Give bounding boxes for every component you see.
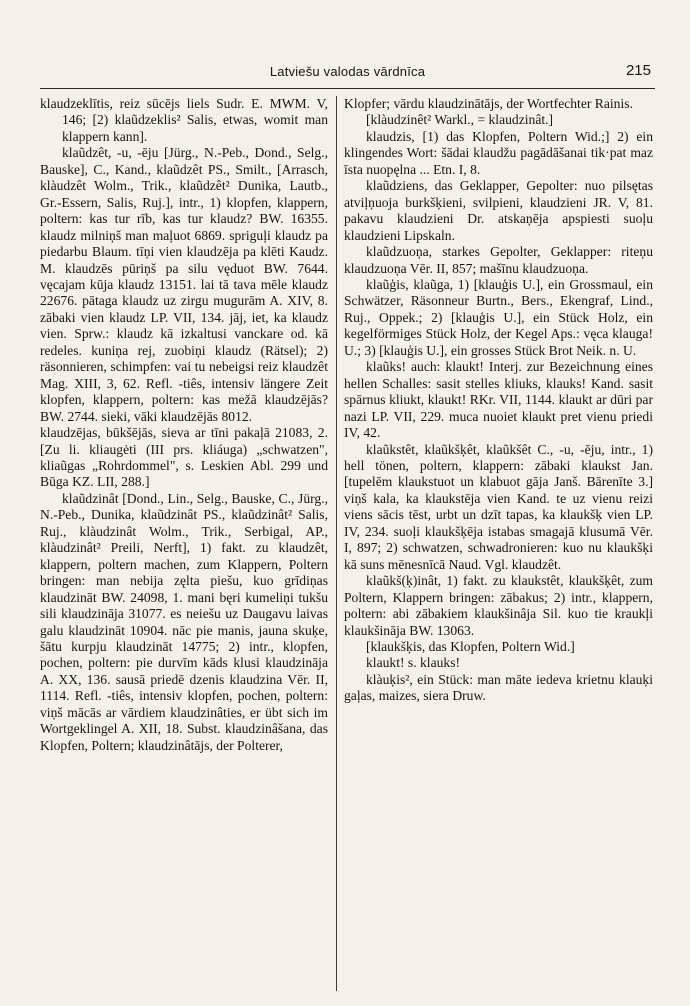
column-divider: [336, 96, 337, 991]
entry-paragraph: klaudzeklītis, reiz sūcējs liels Sudr. E. MWM. V, 146; [2) klaũdzeklis² Salis, etwas, womit man klappern kann].: [40, 96, 328, 144]
entry-paragraph: klaudzējas, būkšējās, sieva ar tīni pakaļā 21083, 2. [Zu li. kliaugėti (III prs. kliáuga) „schwatzen", kliaũgas „Rohrdommel", s. Leskien Abl. 299 und Būga KZ. LII, 288.]: [40, 425, 328, 490]
entry-paragraph: klaukt! s. klauks!: [366, 655, 461, 671]
entry-paragraph: klaũģis, klaũga, 1) [klauģis U.], ein Grossmaul, ein Schwätzer, Räsonneur Burtn., Bers., Ekengraf, Lind., Ruj., Oppek.; 2) [klauģis U.], ein Stück Holz, ein kegelförmiges Stück Holz, der Kegel Aps.: vęca klauga! U.; 3) [klauģis U.], ein grosses Stück Brot Neik. n. U.: [344, 276, 653, 358]
entry-paragraph: Klopfer; vārdu klaudzinātājs, der Wortfechter Rainis.: [344, 96, 633, 111]
left-column: [40, 96, 328, 996]
running-title: Latviešu valodas vārdnīca: [269, 64, 426, 79]
entry-paragraph: klaudzis, [1) das Klopfen, Poltern Wid.;] 2) ein klingendes Wort: šādai klaudžu pagādāšanai tik·pat maz īsta nuopęlna ... Etn. I, 8.: [344, 128, 653, 177]
page-number: 215: [625, 62, 651, 79]
page-header: [40, 58, 655, 89]
entry-paragraph: klaũdzuoņa, starkes Gepolter, Geklapper: riteņu klaudzuoņa Vēr. II, 857; mašīnu klaudzuoņa.: [344, 244, 653, 276]
entry-paragraph: klaũkš(ķ)inât, 1) fakt. zu klaukstêt, klaukšķêt, zum Poltern, Klappern bringen: zābakus; 2) intr., klappern, poltern: abi zābakiem klaukšinâja Sil. kuo tie kraukļi klaukšināja BW. 13063.: [344, 573, 653, 638]
right-column: [344, 96, 653, 996]
entry-paragraph: klaũdzinât [Dond., Lin., Selg., Bauske, C., Jürg., N.-Peb., Dunika, klaũdzinât PS., klaũdzinât² Salis, Ruj., klàudzinât Wolm., Trik., Serbigal, AP., klàudzinât² Preili, Nerft], 1) fakt. zu klaudzêt, klappern, poltern machen, zum Klappern, Poltern bringen: man nebija zęlta piešu, kuo grīdiņas klaudzināt BW. 24098, 1. mani bęri kumeliņi tukšu sili klaudzināja 31077. es neiešu uz Daugavu laivas galu klaudzināt 10904. nāc pie manis, jauna skuķe, šātu kurpju klaudzināt 14775; 2) intr., klopfen, pochen, poltern: pie durvīm kāds klusi klaudzināja A. XX, 136. sausā priedē dzenis klaudzina Vēr. II, 1114. Refl. -tiês, intensiv klopfen, pochen, poltern: viņš mācās ar vārdiem klaudzinâties, er übt sich im Wortgeklingel A. XII, 18. Subst. klaudzinâšana, das Klopfen, Poltern; klaudzinâtājs, der Polterer,: [40, 490, 328, 753]
entry-paragraph: klaũks! auch: klaukt! Interj. zur Bezeichnung eines hellen Schalles: sasit stelles kliuks, klauks! Kand. sasit spārnus kliukt, klaukt! RKr. VII, 1144. klaukt ar dūri par nazi LP. VII, 229. muca nuoiet klaukt pret vienu priedi IV, 42.: [344, 359, 653, 441]
entry-paragraph: klaũdziens, das Geklapper, Gepolter: nuo pilsętas atviļņuoja burkšķieni, svilpieni, klaudzieni JR. V, 81. pakavu klaudzieni Dr. atskaņēja apspiesti suoļu klaudzieni Lipskaln.: [344, 178, 653, 243]
entry-paragraph: klàuķis², ein Stück: man māte iedeva krietnu klauķi gaļas, maizes, siera Druw.: [344, 671, 653, 704]
entry-paragraph: klaũkstêt, klaũkšķêt, klaũkšêt C., -u, -ēju, intr., 1) hell tönen, poltern, klappern: zābaki klaukst Jan. [tupelēm klaukstuot un klabuot gāja Janš. Bārenīte 3.] viņš kala, ka klaukstēja vien Kand. te uz vienu reizi viens sācis tēst, urbt un dzīt tapas, ka klaukšķ vien LP. IV, 234. suoļi klaukšķēja istabas smagajā klusumā Vēr. I, 897; 2) schwatzen, schwadronieren: kuo nu klaukšķi kā suns mēnesnīcā Naud. Vgl. klaudzêt.: [344, 441, 653, 572]
entry-paragraph: klaũdzêt, -u, -ēju [Jürg., N.-Peb., Dond., Selg., Bauske], C., Kand., klaũdzêt PS., Smilt., [Arrasch, klàudzêt Wolm., Trik., klaũdzêt² Dunika, Lautb., Gr.-Essern, Salis, Ruj.], intr., 1) klopfen, klappern, poltern: kas tur rīb, kas tur klaudz? BW. 16355. klaudz milniņš man maļuot 6869. spriguļi klaudz pa piedarbu Blaum. tīņi vien klaudzēja pa klēti Kaudz. M. klaudzēs pūriņš pa silu vęduot BW. 7644. vęcajam kūja klaudz 13151. lai tā tava mēle klaudz 22676. pātaga klaudz uz zirgu mugurām A. XIV, 8. zābaki vien klaudz LP. VII, 134. jāj, iet, ka klaudz vien. Sprw.: klaudz kā izkaltusi vanckare od. kā redeles. kuniņa rej, zuobiņi klaudz (Rätsel); 2) räsonnieren, schimpfen: vai tu nebeigsi reiz klaudzêt Mag. XIII, 3, 62. Refl. -tiês, intensiv längere Zeit klopfen, klappern, poltern: kas mežā klaudzējās? BW. 2744. sieki, vāki klaudzējās 8012.: [40, 145, 328, 424]
entry-paragraph: [klaukšķis, das Klopfen, Poltern Wid.]: [366, 638, 575, 654]
entry-paragraph: [klàudzinêt² Warkl., = klaudzinât.]: [366, 112, 554, 128]
